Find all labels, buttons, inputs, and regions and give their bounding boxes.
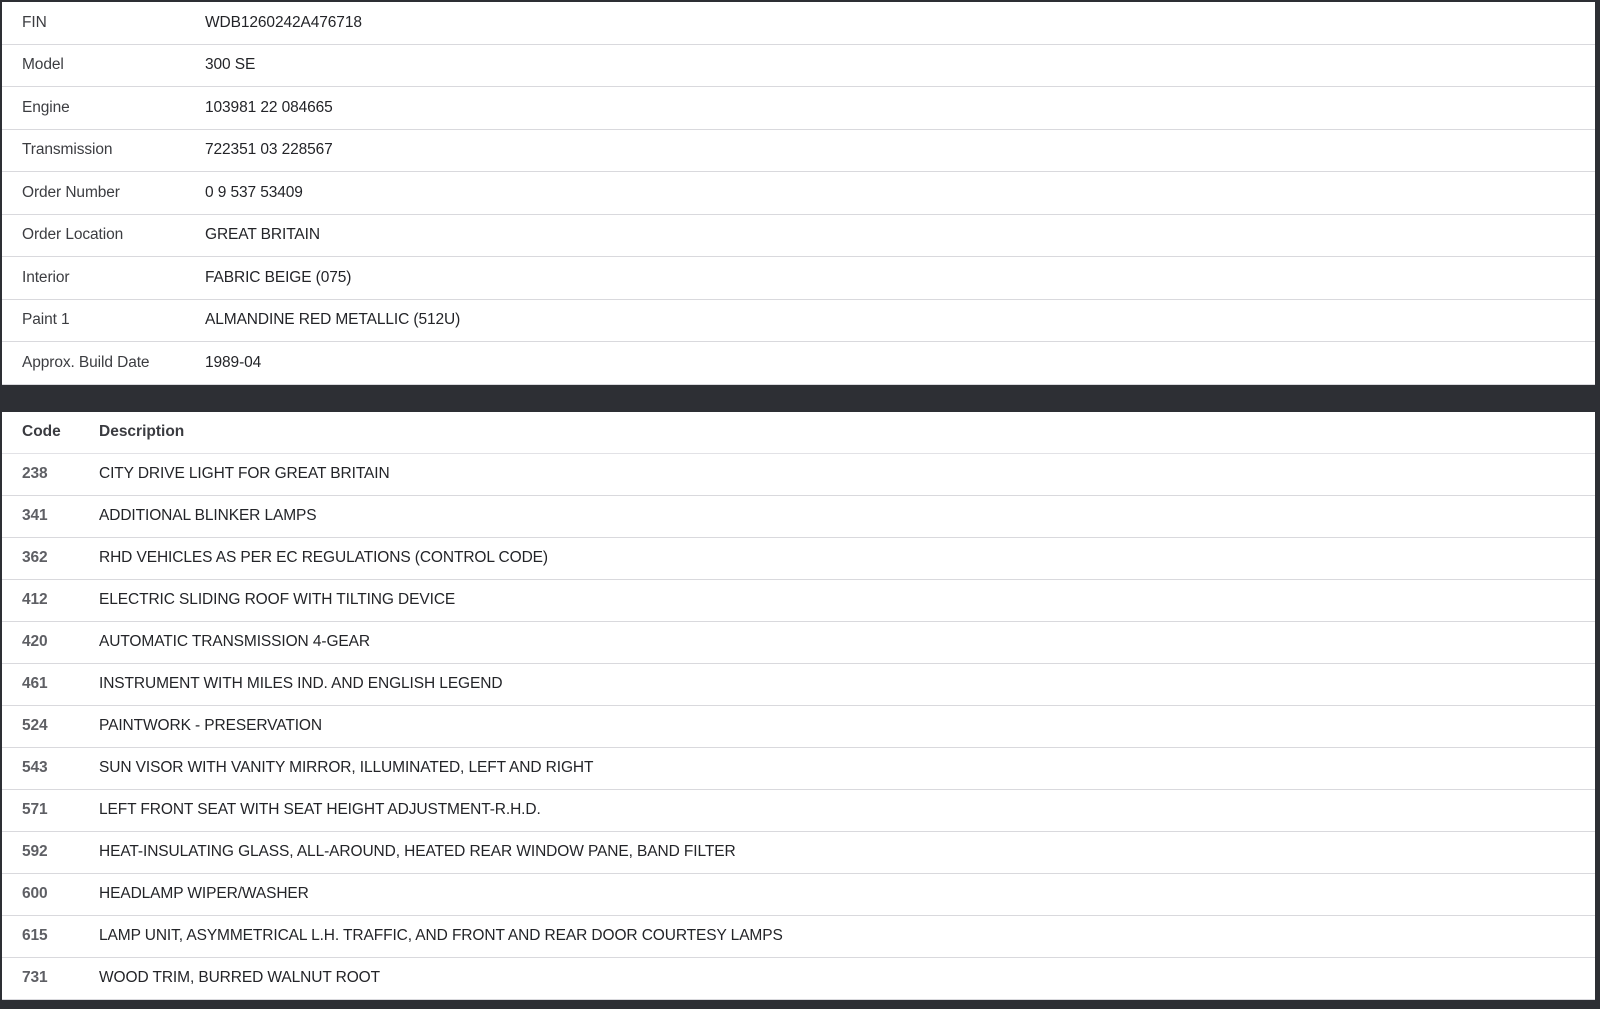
option-row [2,832,1595,874]
vehicle-info-label: Engine [22,98,70,116]
option-row [2,664,1595,706]
vehicle-info-row [2,172,1595,215]
option-code: 731 [22,969,48,986]
option-description: AUTOMATIC TRANSMISSION 4-GEAR [99,633,370,650]
vehicle-info-label: Order Number [22,183,120,201]
option-description: RHD VEHICLES AS PER EC REGULATIONS (CONTROL CODE) [99,549,548,566]
option-code: 461 [22,675,48,692]
vehicle-info-label: Paint 1 [22,311,70,329]
option-row [2,496,1595,538]
option-description: CITY DRIVE LIGHT FOR GREAT BRITAIN [99,465,390,482]
option-code: 524 [22,717,48,734]
vehicle-info-value: 300 SE [205,56,256,74]
option-code: 600 [22,885,48,902]
option-code: 543 [22,759,48,776]
option-row [2,538,1595,580]
option-row [2,580,1595,622]
vehicle-info-row [2,2,1595,45]
option-code: 362 [22,549,48,566]
option-description: ELECTRIC SLIDING ROOF WITH TILTING DEVICE [99,591,456,608]
vehicle-info-table [2,2,1595,385]
vehicle-info-row [2,300,1595,343]
option-code: 592 [22,843,48,860]
vehicle-info-label: Interior [22,268,70,286]
vehicle-info-value: 0 9 537 53409 [205,183,303,201]
vehicle-info-value: 722351 03 228567 [205,141,333,159]
vehicle-info-row [2,87,1595,130]
option-description: SUN VISOR WITH VANITY MIRROR, ILLUMINATED, LEFT AND RIGHT [99,759,594,776]
vehicle-info-value: WDB1260242A476718 [205,13,362,31]
vehicle-info-label: Model [22,56,64,74]
option-row [2,748,1595,790]
option-row [2,706,1595,748]
option-description: PAINTWORK - PRESERVATION [99,717,322,734]
vehicle-info-label: FIN [22,13,47,31]
vehicle-info-value: ALMANDINE RED METALLIC (512U) [205,311,461,329]
option-code: 420 [22,633,48,650]
vehicle-info-row [2,342,1595,385]
vehicle-info-row [2,257,1595,300]
code-column-header: Code [22,423,61,440]
option-row [2,874,1595,916]
option-row [2,790,1595,832]
vehicle-info-label: Approx. Build Date [22,353,150,371]
vehicle-info-row [2,130,1595,173]
option-code: 412 [22,591,48,608]
option-description: LAMP UNIT, ASYMMETRICAL L.H. TRAFFIC, AND FRONT AND REAR DOOR COURTESY LAMPS [99,927,783,944]
option-code: 571 [22,801,48,818]
option-description: HEAT-INSULATING GLASS, ALL-AROUND, HEATED REAR WINDOW PANE, BAND FILTER [99,843,736,860]
vehicle-info-value: 1989-04 [205,353,262,371]
option-description: INSTRUMENT WITH MILES IND. AND ENGLISH LEGEND [99,675,503,692]
vehicle-info-value: FABRIC BEIGE (075) [205,268,352,286]
option-row [2,958,1595,1000]
option-description: ADDITIONAL BLINKER LAMPS [99,507,317,524]
option-row [2,622,1595,664]
vehicle-info-row [2,45,1595,88]
vehicle-info-label: Order Location [22,226,124,244]
description-column-header: Description [99,423,185,440]
options-table [2,412,1595,1000]
option-row [2,454,1595,496]
options-header-row [2,412,1595,454]
option-code: 615 [22,927,48,944]
option-description: LEFT FRONT SEAT WITH SEAT HEIGHT ADJUSTMENT-R.H.D. [99,801,541,818]
vehicle-info-value: GREAT BRITAIN [205,226,320,244]
option-row [2,916,1595,958]
option-description: WOOD TRIM, BURRED WALNUT ROOT [99,969,380,986]
option-code: 238 [22,465,48,482]
vehicle-info-label: Transmission [22,141,113,159]
vehicle-info-row [2,215,1595,258]
option-description: HEADLAMP WIPER/WASHER [99,885,309,902]
option-code: 341 [22,507,48,524]
vehicle-info-value: 103981 22 084665 [205,98,333,116]
